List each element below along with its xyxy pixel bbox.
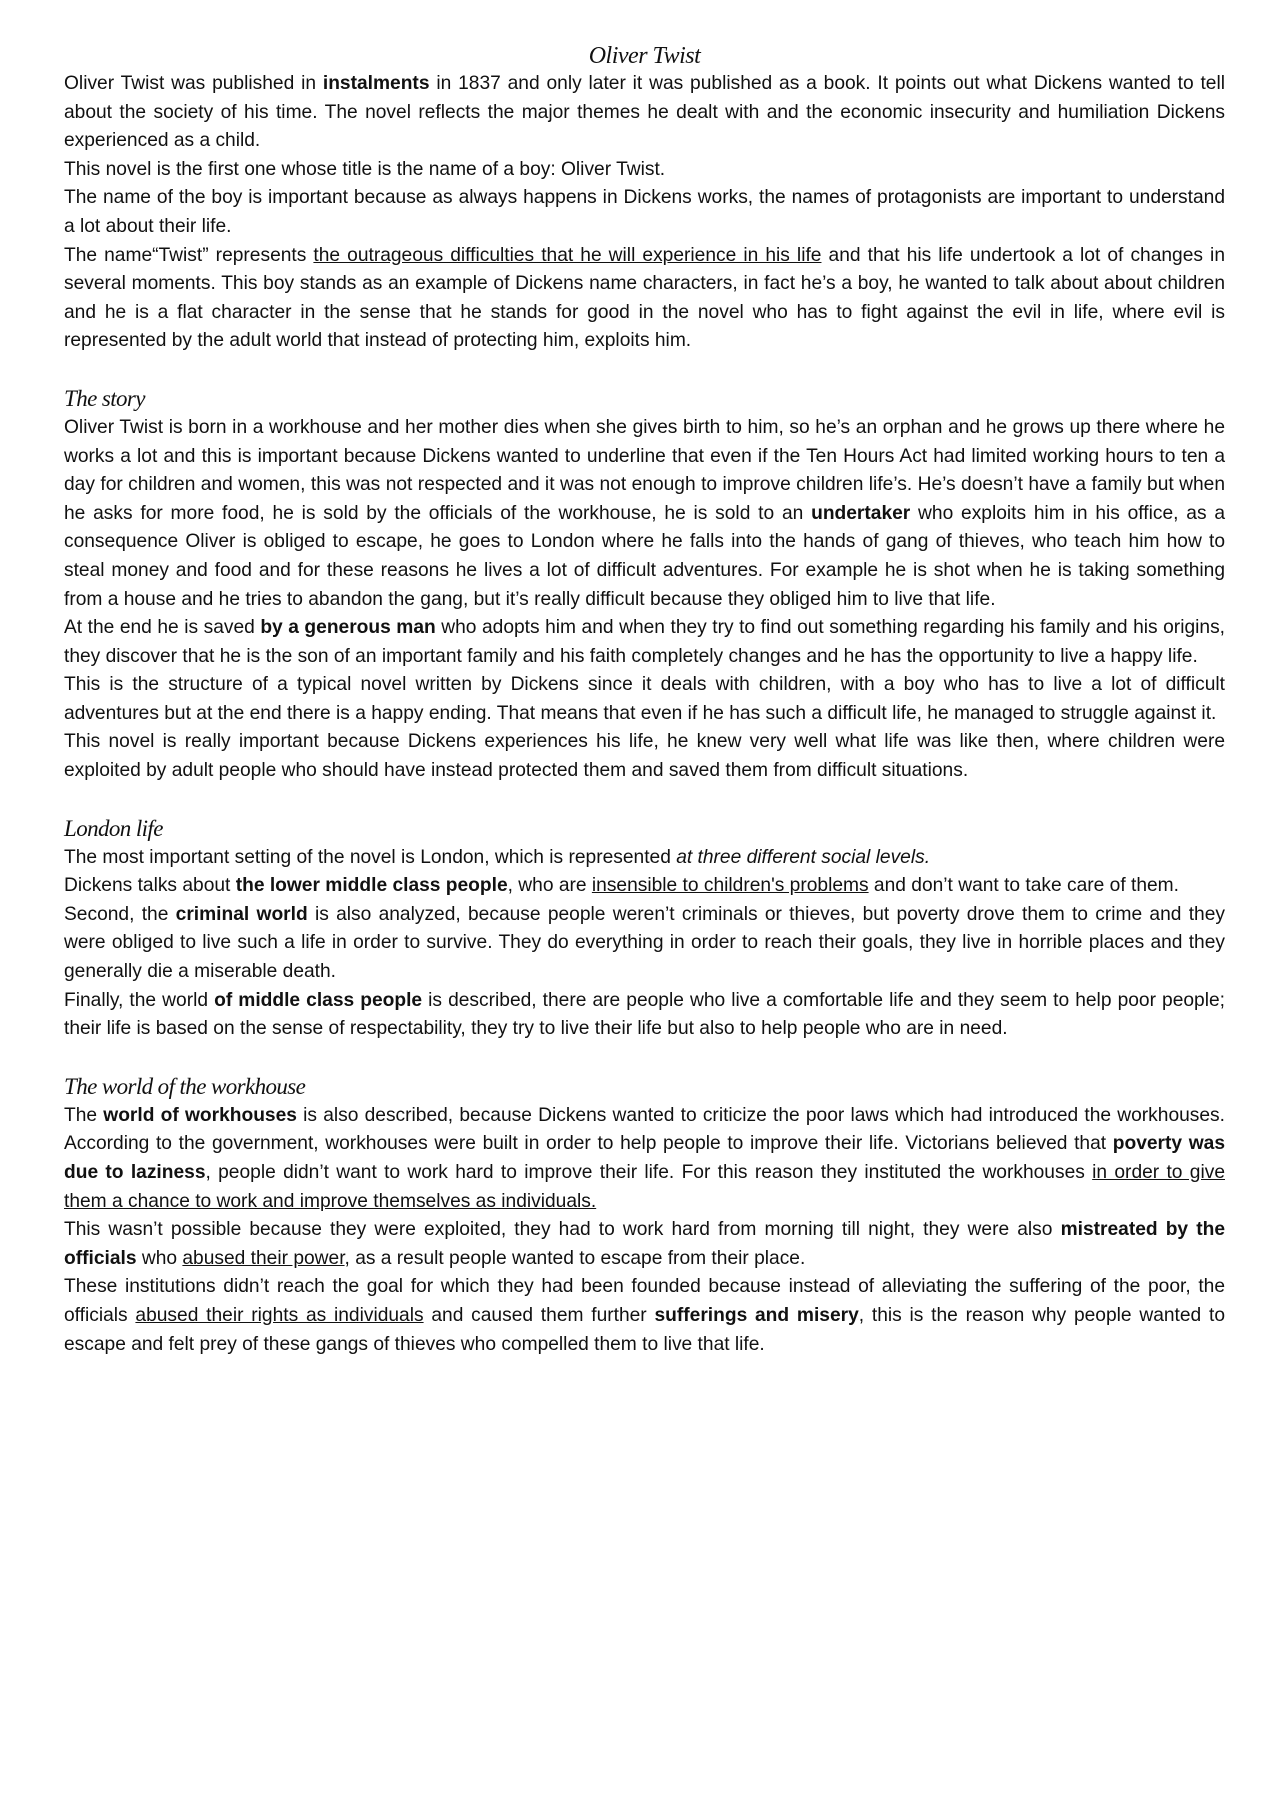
text-run: At the end he is saved bbox=[64, 617, 261, 639]
text-run: , this is the reason why people wanted to escape and felt prey of these gangs of thieves who compelled them to live that life. bbox=[64, 1304, 1225, 1355]
text-run: is described, there are people who live a comfortable life and they seem to help poor people; their life is based on the sense of respectability, they try to live their life but also to help people who are in need. bbox=[64, 989, 1225, 1040]
section bbox=[64, 70, 1225, 356]
section-heading: The story bbox=[64, 385, 145, 411]
text-run: who bbox=[136, 1247, 183, 1269]
text-run: The name of the boy is important because as always happens in Dickens works, the names of protagonists are important to understand a lot about their life. bbox=[64, 187, 1225, 237]
section bbox=[64, 1072, 1225, 1359]
bold-text: the lower middle class people bbox=[235, 875, 508, 897]
text-run: and that his life undertook a lot of changes in several moments. This boy stands as an example of Dickens name characters, in fact he’s a boy, he wanted to talk about about children and he is a flat character in the sense that he stands for good in the novel who has to fight against the evil in life, where evil is represented by the adult world that instead of protecting him, exploits him. bbox=[64, 244, 1225, 352]
paragraph bbox=[64, 728, 1225, 785]
text-run: The name“Twist” represents bbox=[64, 244, 314, 266]
text-run: and caused them further bbox=[423, 1304, 655, 1326]
paragraph bbox=[64, 901, 1225, 987]
bold-text: undertaker bbox=[811, 502, 911, 524]
paragraph bbox=[64, 872, 1225, 901]
text-run: is also analyzed, because people weren’t criminals or thieves, but poverty drove them to crime and they were obliged to live such a life in order to survive. They do everything in order to reach their goals, they live in horrible places and they generally die a miserable death. bbox=[64, 903, 1225, 983]
text-run: and don’t want to take care of them. bbox=[868, 875, 1179, 897]
paragraph bbox=[64, 1216, 1225, 1273]
paragraph bbox=[64, 844, 1225, 873]
paragraph bbox=[64, 70, 1225, 156]
paragraph bbox=[64, 671, 1225, 728]
text-run: Dickens talks about bbox=[64, 875, 236, 897]
document-title: Oliver Twist bbox=[588, 43, 701, 69]
section-heading: The world of the workhouse bbox=[64, 1073, 306, 1099]
paragraph bbox=[64, 184, 1225, 241]
text-run: , as a result people wanted to escape from their place. bbox=[344, 1247, 806, 1269]
bold-text: by a generous man bbox=[260, 617, 436, 639]
document-page bbox=[64, 40, 1225, 1359]
text-run: Oliver Twist is born in a workhouse and her mother dies when she gives birth to him, so he’s an orphan and he grows up there where he works a lot and this is important because Dickens wanted to underline that even if the Ten Hours Act had limited working hours to ten a day for children and women, this was not respected and it was not enough to improve children life’s. He’s doesn’t have a family but when he asks for more food, he is sold by the officials of the workhouse, he is sold to an bbox=[64, 416, 1225, 524]
text-run: This is the structure of a typical novel written by Dickens since it deals with children, with a boy who has to live a lot of difficult adventures but at the end there is a happy ending. That means that even if he has such a difficult life, he managed to struggle against it. bbox=[64, 674, 1225, 724]
text-run: This novel is the first one whose title is the name of a boy: Oliver Twist. bbox=[64, 158, 666, 180]
bold-text: poverty was due to laziness bbox=[64, 1133, 1225, 1183]
text-run: The bbox=[64, 1104, 104, 1126]
underlined-text: abused their power bbox=[182, 1247, 345, 1269]
paragraph bbox=[64, 614, 1225, 671]
text-run: who adopts him and when they try to find out something regarding his family and his origins, they discover that he is the son of an important family and his faith completely changes and he has the opportunity to live a happy life. bbox=[64, 617, 1225, 667]
underlined-text: the outrageous difficulties that he will experience in his life bbox=[313, 244, 822, 266]
underlined-text: in order to give them a chance to work and improve themselves as individuals. bbox=[64, 1162, 1225, 1212]
text-run: These institutions didn’t reach the goal for which they had been founded because instead of alleviating the suffering of the poor, the officials bbox=[64, 1276, 1225, 1326]
bold-text: of middle class people bbox=[214, 989, 423, 1011]
paragraph bbox=[64, 414, 1225, 614]
section bbox=[64, 814, 1225, 1044]
text-run: Second, the bbox=[64, 903, 176, 925]
text-run: The most important setting of the novel is London, which is represented bbox=[64, 846, 677, 868]
bold-text: mistreated by the officials bbox=[64, 1219, 1225, 1269]
text-run: Oliver Twist was published in bbox=[64, 73, 323, 94]
text-run: in 1837 and only later it was published as a book. It points out what Dickens wanted to tell about the society of his time. The novel reflects the major themes he dealt with and the economic insecurity and humiliation Dickens experienced as a child. bbox=[64, 73, 1225, 152]
text-run: is also described, because Dickens wanted to criticize the poor laws which had introduced the workhouses. According to the government, workhouses were built in order to help people to improve their life. Victorians believed that bbox=[64, 1104, 1225, 1155]
bold-text: criminal world bbox=[175, 903, 308, 925]
text-run: This wasn’t possible because they were exploited, they had to work hard from morning till night, they were also bbox=[64, 1219, 1061, 1241]
text-run: Finally, the world bbox=[64, 989, 215, 1011]
underlined-text: insensible to children's problems bbox=[591, 875, 869, 897]
bold-text: instalments bbox=[322, 73, 430, 94]
paragraph bbox=[64, 156, 1225, 185]
underlined-text: abused their rights as individuals bbox=[135, 1304, 424, 1326]
paragraph bbox=[64, 1273, 1225, 1359]
paragraph bbox=[64, 987, 1225, 1044]
section bbox=[64, 384, 1225, 786]
text-run: , who are bbox=[507, 875, 592, 897]
bold-text: sufferings and misery bbox=[654, 1304, 859, 1326]
bold-text: world of workhouses bbox=[103, 1104, 297, 1126]
text-run: who exploits him in his office, as a consequence Oliver is obliged to escape, he goes to London where he falls into the hands of gang of thieves, who teach him how to steal money and food and for these reasons he lives a lot of difficult adventures. For example he is shot when he is taking something from a house and he tries to abandon the gang, but it’s really difficult because they obliged him to live that life. bbox=[64, 502, 1225, 610]
paragraph bbox=[64, 1102, 1225, 1216]
document-body bbox=[64, 70, 1225, 1359]
text-run: , people didn’t want to work hard to improve their life. For this reason they instituted the workhouses bbox=[205, 1162, 1093, 1183]
section-heading: London life bbox=[64, 815, 163, 841]
text-run: This novel is really important because Dickens experiences his life, he knew very well what life was like then, where children were exploited by adult people who should have instead protected them and saved them from difficult situations. bbox=[64, 731, 1225, 782]
paragraph bbox=[64, 242, 1225, 356]
italic-text: at three different social levels. bbox=[676, 846, 931, 868]
